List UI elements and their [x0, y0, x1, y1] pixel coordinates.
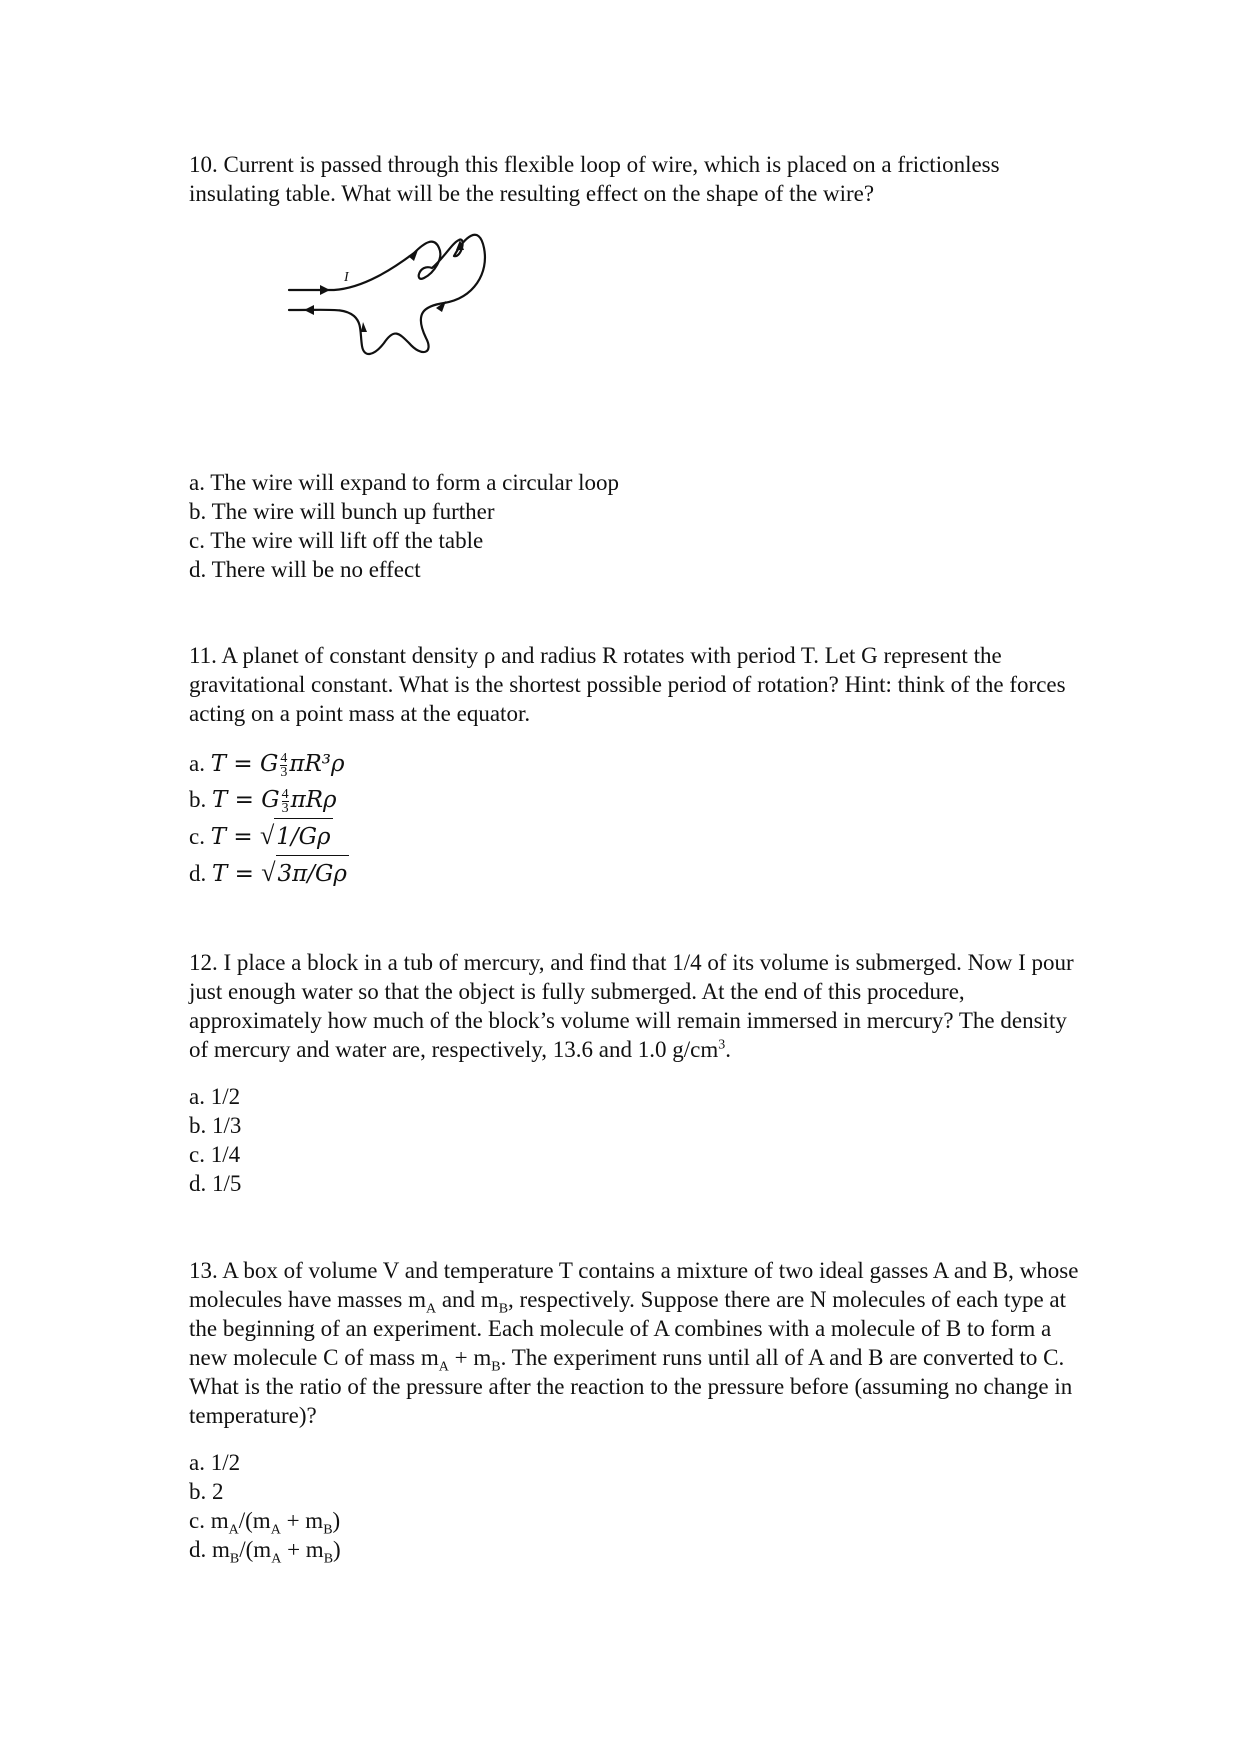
question-10 [189, 150, 1089, 584]
option-b[interactable]: b. The wire will bunch up further [189, 499, 495, 524]
subscript-a: A [270, 1522, 281, 1538]
formula-lhs: T = G [210, 751, 279, 777]
formula-lhs: T = [212, 861, 262, 887]
plus-m: + m [280, 1508, 324, 1533]
option-a[interactable] [189, 746, 1089, 782]
option-c[interactable] [189, 818, 1089, 855]
superscript: 3 [718, 1037, 726, 1053]
m-symbol: m [212, 1537, 230, 1562]
fraction-denominator: 3 [281, 801, 289, 817]
close-paren: ) [333, 1537, 341, 1562]
arrow-out-marker [304, 305, 314, 315]
question-12-options [189, 1082, 1089, 1198]
arrow-loop-marker-4 [361, 322, 367, 332]
option-a[interactable]: a. 1/2 [189, 1084, 241, 1109]
question-11-options [189, 746, 1089, 892]
question-13-stem [189, 1256, 1089, 1430]
sqrt-sign-icon: √ [259, 821, 275, 850]
subscript-b: B [498, 1301, 509, 1317]
open-paren: /(m [238, 1508, 271, 1533]
stem-part: , respectively. Suppose there are N molecules of each type at the beginning of an experiment. Each molecule of A combines with a molecule of B to form a new molecule C of mass m [189, 1287, 1066, 1370]
stem-part: and m [436, 1287, 499, 1312]
option-b[interactable]: b. 1/3 [189, 1113, 242, 1138]
subscript-b: B [491, 1359, 501, 1375]
subscript-b: B [229, 1551, 240, 1567]
wire-loop-figure [189, 208, 1089, 468]
wire-loop-diagram [284, 228, 524, 388]
question-12 [189, 948, 1089, 1198]
option-b[interactable] [189, 782, 1089, 818]
question-13-options [189, 1448, 1089, 1567]
option-d[interactable]: d. There will be no effect [189, 557, 421, 582]
formula-lhs: T = G [212, 787, 280, 813]
formula-lhs: T = [210, 824, 260, 850]
stem-part: + m [448, 1345, 492, 1370]
current-label: I [344, 270, 349, 285]
formula-rhs: πRρ [290, 787, 337, 813]
question-13 [189, 1256, 1089, 1567]
open-paren: /(m [239, 1537, 272, 1562]
option-letter: b. [189, 787, 207, 812]
option-c[interactable] [189, 1506, 1089, 1538]
question-11-stem: 11. A planet of constant density ρ and radius R rotates with period T. Let G represent the gravitational constant. What is the shortest possible period of rotation? Hint: think of the forces acting on a point mass at the equator. [189, 643, 1066, 726]
option-letter: d. [189, 861, 207, 886]
subscript-a: A [271, 1551, 282, 1567]
stem-part: . The experiment runs until all of A and B are converted to C. What is the ratio of the pressure after the reaction to the pressure before (assuming no change in temperature)? [189, 1345, 1073, 1428]
option-d[interactable] [189, 855, 1089, 892]
fraction [280, 752, 287, 779]
option-letter: c. [189, 1508, 211, 1533]
document-page [189, 150, 1089, 1567]
question-11 [189, 641, 1089, 892]
m-symbol: m [210, 1508, 229, 1533]
plus-m: + m [281, 1537, 324, 1562]
arrow-loop-marker-1 [408, 250, 418, 261]
option-d[interactable] [189, 1535, 1089, 1567]
question-10-stem: 10. Current is passed through this flexible loop of wire, which is placed on a frictionless insulating table. What will be the resulting effect on the shape of the wire? [189, 152, 1000, 206]
option-letter: c. [189, 824, 205, 849]
sqrt-sign-icon: √ [261, 858, 276, 887]
option-a[interactable]: a. The wire will expand to form a circular loop [189, 470, 620, 495]
option-c[interactable]: c. 1/4 [189, 1142, 241, 1167]
subscript-b: B [323, 1551, 334, 1567]
fraction-denominator: 3 [280, 765, 288, 781]
question-12-stem [189, 948, 1089, 1064]
stem-end: . [725, 1037, 731, 1062]
question-10-options [189, 468, 1089, 584]
option-c[interactable]: c. The wire will lift off the table [189, 528, 484, 553]
arrow-in-marker [320, 285, 330, 295]
fraction-numerator: 4 [280, 751, 288, 767]
close-paren: ) [332, 1508, 341, 1533]
radicand: 1/Gρ [274, 818, 332, 855]
option-letter: d. [189, 1537, 212, 1562]
wire-path [289, 235, 485, 354]
fraction [282, 788, 289, 815]
option-d[interactable]: d. 1/5 [189, 1171, 242, 1196]
subscript-a: A [425, 1301, 437, 1317]
fraction-numerator: 4 [281, 787, 289, 803]
option-a[interactable]: a. 1/2 [189, 1450, 241, 1475]
formula-rhs: πR³ρ [289, 751, 345, 777]
subscript-a: A [228, 1522, 239, 1538]
question-12-stem-text: 12. I place a block in a tub of mercury, and find that 1/4 of its volume is submerged. Now I pour just enough water so that the object is fully submerged. At the end of this procedure, approximately how much of the block’s volume will remain immersed in mercury? The density of mercury and water are, respectively, 13.6 and 1.0 g/cm [189, 950, 1074, 1062]
subscript-b: B [323, 1522, 333, 1538]
subscript-a: A [438, 1359, 449, 1375]
option-letter: a. [189, 751, 205, 776]
stem-part: 13. A box of volume V and temperature T contains a mixture of two ideal gasses A and B, whose molecules have masses m [189, 1258, 1079, 1312]
option-b[interactable]: b. 2 [189, 1479, 224, 1504]
radicand: 3π/Gρ [276, 855, 349, 892]
